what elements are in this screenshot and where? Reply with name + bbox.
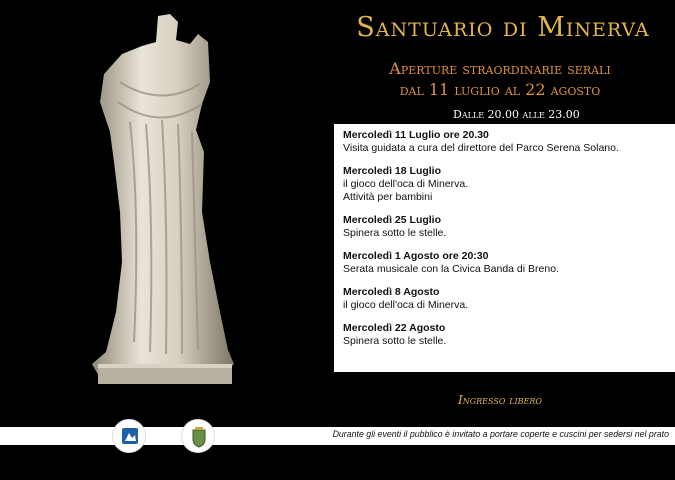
event-title: Mercoledì 11 Luglio ore 20.30 [343,129,489,141]
event-title: Mercoledì 1 Agosto ore 20:30 [343,250,489,262]
event-description: Spinera sotto le stelle. [343,335,447,347]
free-entry-label: Ingresso libero [458,393,542,407]
event-description: Attività per bambini [343,191,433,203]
event-description: Spinera sotto le stelle. [343,227,447,239]
events-panel [334,124,675,372]
subtitle-line: dal 11 luglio al 22 agosto [399,80,601,99]
footer-note: Durante gli eventi il pubblico è invitato a portare coperte e cuscini per sedersi nel prato [332,429,669,439]
event-item [343,129,666,155]
minerva-statue-image [70,12,250,394]
event-description: il gioco dell'oca di Minerva. [343,299,469,311]
event-item [343,214,666,240]
museum-logo-icon [112,419,146,453]
event-title: Mercoledì 18 Luglio [343,165,442,177]
event-description: Visita guidata a cura del direttore del Parco Serena Solano. [343,142,619,154]
event-item [343,322,666,348]
event-description: Serata musicale con la Civica Banda di Breno. [343,263,559,275]
subtitle-line: Aperture straordinarie serali [389,59,611,78]
event-title: Mercoledì 25 Luglio [343,214,442,226]
subtitle [335,58,665,100]
municipal-crest-icon [181,419,215,453]
footer-bar [0,427,675,445]
page-title: Santuario di Minerva [356,12,650,43]
event-item [343,165,666,204]
opening-hours: Dalle 20.00 alle 23.00 [453,108,580,121]
event-description: il gioco dell'oca di Minerva. [343,178,469,190]
event-title: Mercoledì 22 Agosto [343,322,446,334]
event-item [343,286,666,312]
event-title: Mercoledì 8 Agosto [343,286,440,298]
event-item [343,250,666,276]
